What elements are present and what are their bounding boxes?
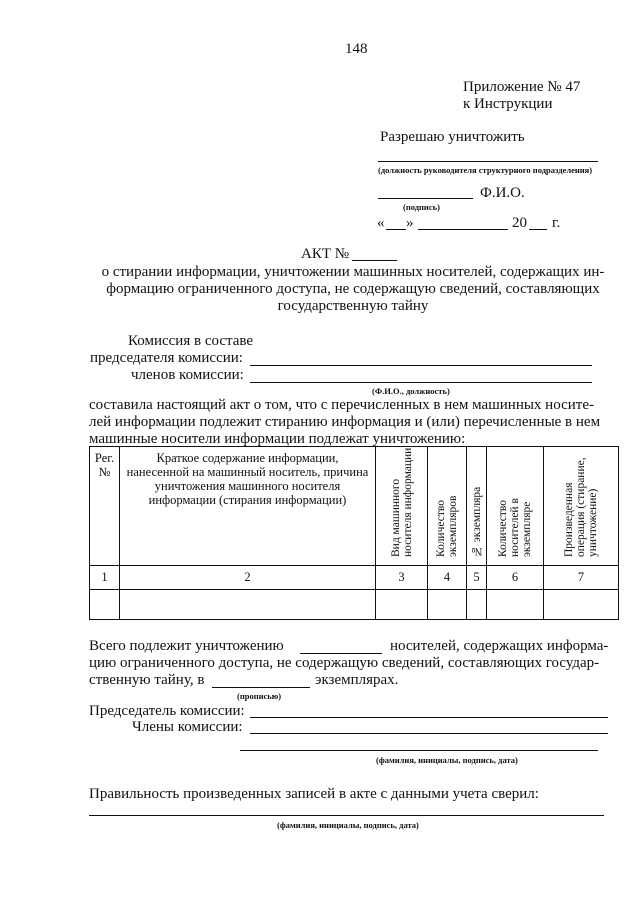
header-media-per-copy-text: Количество носителей в экземпляре (497, 498, 533, 557)
col-number-4: 4 (428, 566, 467, 590)
header-media-per-copy (487, 447, 544, 566)
header-copy-no-text: № экземпляра (470, 486, 483, 557)
table-row (90, 590, 619, 620)
summary-chairman-label: Председатель комиссии: (89, 703, 245, 719)
header-copies-count (428, 447, 467, 566)
table-cell (90, 590, 120, 620)
table-cell (120, 590, 376, 620)
verification-text: Правильность произведенных записей в акте с данными учета сверил: (89, 786, 539, 802)
summary-line-2: цию ограниченного доступа, не содержащую сведений, составляющих государ- (89, 655, 600, 671)
date-day-line (386, 229, 406, 230)
col-number-2: 2 (120, 566, 376, 590)
chairman-line (250, 365, 592, 366)
col-number-7: 7 (544, 566, 619, 590)
signature-line (378, 198, 473, 199)
table-cell (376, 590, 428, 620)
commission-text-2: лей информации подлежит стиранию информация и (или) перечисленные в нем (89, 414, 601, 430)
commission-intro: Комиссия в составе (128, 333, 254, 349)
media-table (89, 446, 619, 620)
summary-line-1a: Всего подлежит уничтожению (89, 638, 284, 654)
summary-count-line (300, 653, 382, 654)
fio-position-caption: (Ф.И.О., должность) (372, 386, 450, 396)
words-caption: (прописью) (237, 691, 282, 701)
date-close-quote: » (406, 215, 414, 231)
approval-title: Разрешаю уничтожить (380, 129, 525, 145)
col-number-6: 6 (487, 566, 544, 590)
members-line (250, 382, 592, 383)
year-prefix: 20 (512, 215, 527, 231)
act-number-line (352, 260, 397, 261)
col-number-1: 1 (90, 566, 120, 590)
header-operation-text: Произведенная операция (стирание, уничтожение) (563, 457, 599, 557)
act-subtitle-3: государственную тайну (277, 298, 429, 314)
col-number-5: 5 (467, 566, 487, 590)
signature-caption: (подпись) (403, 202, 440, 212)
commission-text-1: составила настоящий акт о том, что с перечисленных в нем машинных носите- (89, 397, 594, 413)
summary-members-label: Члены комиссии: (132, 719, 243, 735)
summary-members-line-2 (240, 750, 598, 751)
commission-text-3: машинные носители информации подлежат уничтожению: (89, 431, 466, 447)
act-subtitle-2: формацию ограниченного доступа, не содержащую сведений, составляющих (106, 281, 600, 297)
table-number-row (90, 566, 619, 590)
header-media-type (376, 447, 428, 566)
header-content: Краткое содержание информации, нанесенной на машинный носитель, причина уничтожения машинного носителя информации (стирания информации) (120, 447, 376, 566)
summary-line-3b: экземплярах. (315, 672, 399, 688)
act-subtitle-1: о стирании информации, уничтожении машинных носителей, содержащих ин- (101, 264, 605, 280)
table-cell (467, 590, 487, 620)
date-open-quote: « (377, 215, 385, 231)
header-copies-count-text: Количество экземпляров (435, 495, 459, 557)
table-cell (428, 590, 467, 620)
table-cell (487, 590, 544, 620)
appendix-line-2: к Инструкции (463, 96, 553, 112)
fio-label: Ф.И.О. (480, 185, 525, 201)
year-suffix: г. (552, 215, 561, 231)
chairman-label: председателя комиссии: (90, 350, 243, 366)
page-number: 148 (345, 41, 368, 57)
members-label: членов комиссии: (131, 367, 244, 383)
header-media-type-text: Вид машинного носителя информации (389, 447, 414, 557)
col-number-3: 3 (376, 566, 428, 590)
act-title: АКТ № (301, 246, 350, 262)
position-caption: (должность руководителя структурного подразделения) (378, 165, 593, 175)
signers-caption: (фамилия, инициалы, подпись, дата) (376, 755, 518, 765)
year-line (529, 229, 547, 230)
header-operation (544, 447, 619, 566)
appendix-line-1: Приложение № 47 (463, 79, 581, 95)
verification-line (89, 815, 604, 816)
position-line (378, 161, 598, 162)
summary-copies-line (212, 687, 310, 688)
summary-line-3a: ственную тайну, в (89, 672, 205, 688)
summary-members-line-1 (250, 733, 608, 734)
summary-line-1b: носителей, содержащих информа- (390, 638, 609, 654)
verification-caption: (фамилия, инициалы, подпись, дата) (277, 820, 419, 830)
table-header-row (90, 447, 619, 566)
header-reg-no: Рег. № (90, 447, 120, 566)
header-copy-no (467, 447, 487, 566)
summary-chairman-line (250, 717, 608, 718)
table-cell (544, 590, 619, 620)
date-month-line (418, 229, 508, 230)
